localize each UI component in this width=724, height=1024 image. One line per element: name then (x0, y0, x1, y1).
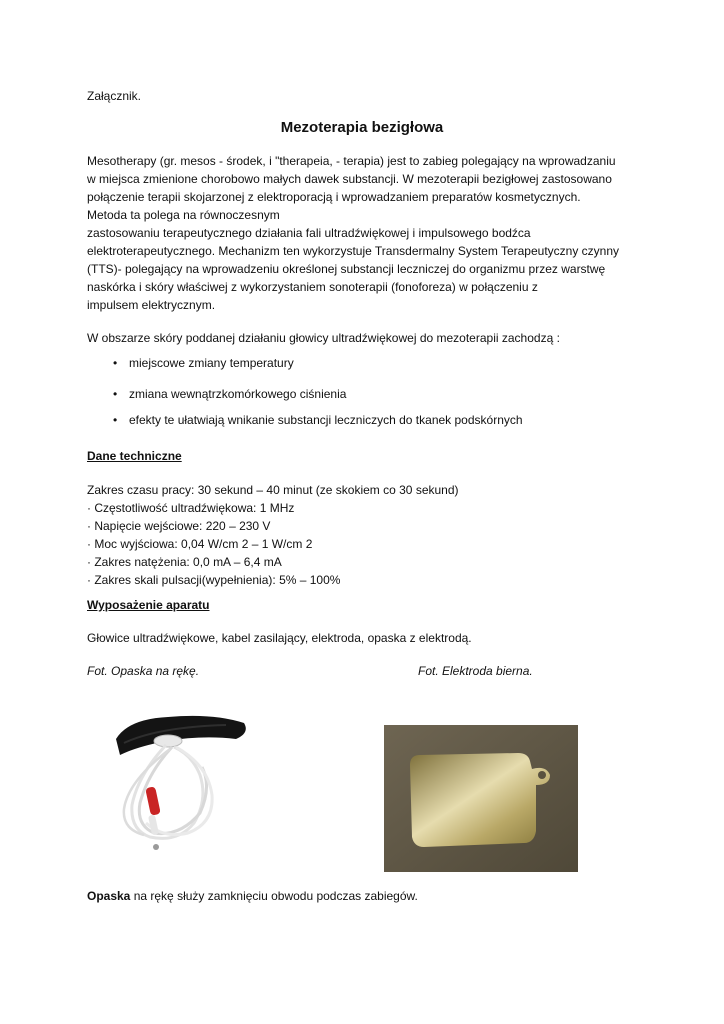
footer-text: na rękę służy zamknięciu obwodu podczas zabiegów. (133, 889, 418, 903)
intro-line: naskórka i skóry właściwej z wykorzystaniem sonoterapii (fonoforeza) w połączeniu z (87, 280, 538, 294)
intro-line: w miejsca zmienione chorobowo małych dawek substancji. W mezoterapii bezigłowej zastosowano (87, 172, 612, 186)
bullet-symbol: • (113, 356, 118, 370)
page-title: Mezoterapia bezigłowa (280, 119, 444, 136)
right-photo-caption: Fot. Elektroda bierna. (418, 664, 533, 678)
technical-specs (87, 481, 459, 589)
intro-line: połączenie terapii skojarzonej z elektroporacją i wprowadzaniem preparatów kosmetycznych. (87, 190, 581, 204)
effect-text: miejscowe zmiany temperatury (129, 356, 294, 370)
intro-line: zastosowaniu terapeutycznego działania fali ultradźwiękowej i impulsowego bodźca (87, 226, 531, 240)
intro-line: Mesotherapy (gr. mesos - środek, i "therapeia, - terapia) jest to zabieg polegający na wprowadzaniu (87, 154, 616, 168)
spec-line: · Zakres skali pulsacji(wypełnienia): 5% – 100% (87, 573, 341, 587)
intro-paragraph (87, 152, 619, 314)
effects-intro: W obszarze skóry poddanej działaniu głowicy ultradźwiękowej do mezoterapii zachodzą : (87, 331, 560, 345)
footer-bold-term: Opaska (87, 889, 131, 903)
spec-line: Zakres czasu pracy: 30 sekund – 40 minut (ze skokiem co 30 sekund) (87, 483, 459, 497)
left-photo-caption: Fot. Opaska na rękę. (87, 664, 200, 678)
bullet-symbol: • (113, 387, 118, 401)
spec-line: · Zakres natężenia: 0,0 mA – 6,4 mA (87, 555, 282, 569)
equipment-text: Głowice ultradźwiękowe, kabel zasilający, elektroda, opaska z elektrodą. (87, 631, 472, 645)
equipment-heading: Wyposażenie aparatu (87, 598, 210, 612)
spec-line: · Częstotliwość ultradźwiękowa: 1 MHz (87, 501, 295, 515)
intro-line: impulsem elektrycznym. (87, 298, 216, 312)
effect-text: efekty te ułatwiają wnikanie substancji leczniczych do tkanek podskórnych (129, 413, 523, 427)
header-label: Załącznik. (87, 89, 142, 103)
intro-line: elektroterapeutycznego. Mechanizm ten wykorzystuje Transdermalny System Terapeutyczny czynny (87, 244, 620, 258)
bullet-symbol: • (113, 413, 118, 427)
spec-line: · Moc wyjściowa: 0,04 W/cm 2 – 1 W/cm 2 (87, 537, 313, 551)
intro-line: Metoda ta polega na równoczesnym (87, 208, 280, 222)
technical-heading: Dane techniczne (87, 449, 182, 463)
spec-line: · Napięcie wejściowe: 220 – 230 V (87, 519, 271, 533)
wristband-photo (108, 705, 256, 855)
footer-note (87, 887, 418, 905)
electrode-photo (384, 725, 578, 872)
intro-line: (TTS)- polegający na wprowadzeniu określonej substancji leczniczej do organizmu przez warstwę (87, 262, 606, 276)
effect-text: zmiana wewnątrzkomórkowego ciśnienia (129, 387, 347, 401)
